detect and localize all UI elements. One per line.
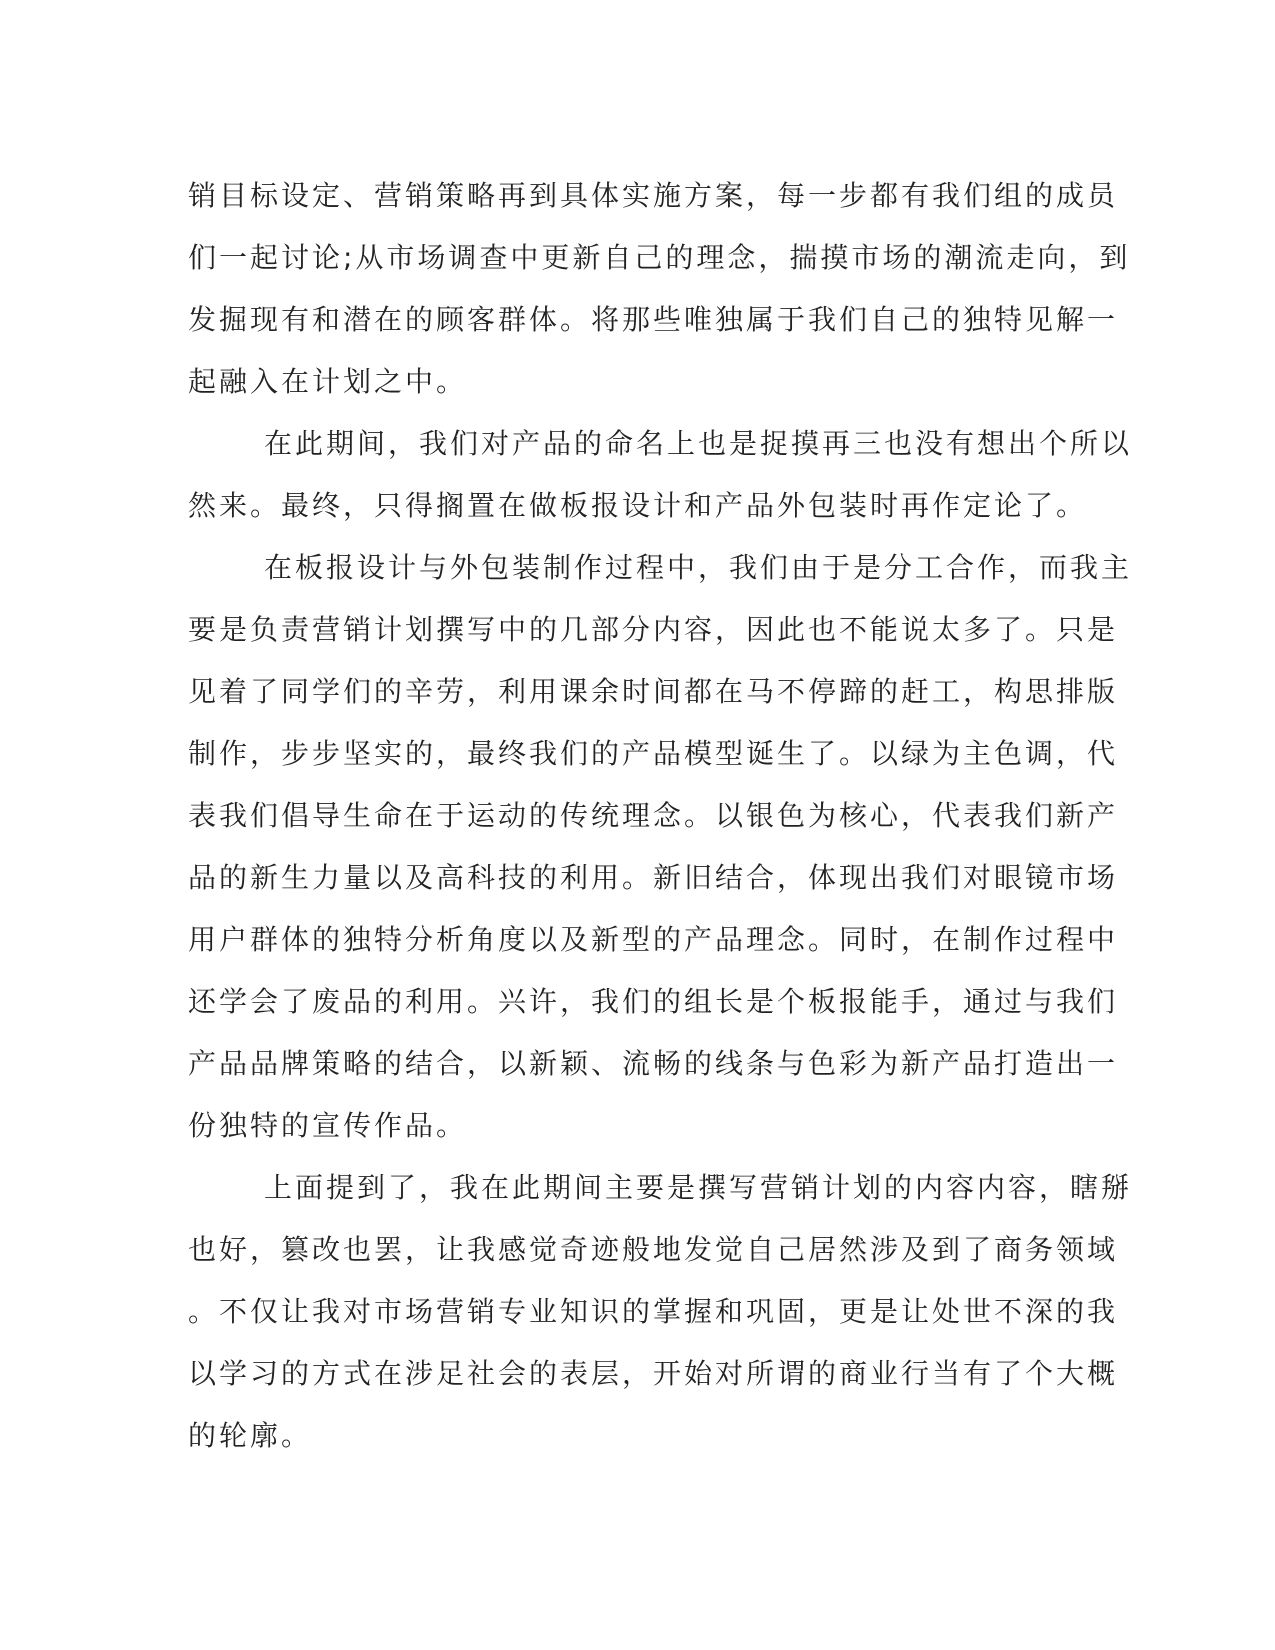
text-line: 还学会了废品的利用。兴许，我们的组长是个板报能手，通过与我们 [188, 985, 1119, 1018]
text-line: 品的新生力量以及高科技的利用。新旧结合，体现出我们对眼镜市场 [188, 861, 1119, 894]
text-line: 也好，篡改也罢，让我感觉奇迹般地发觉自己居然涉及到了商务领域 [188, 1233, 1119, 1266]
text-line: 表我们倡导生命在于运动的传统理念。以银色为核心，代表我们新产 [188, 799, 1119, 832]
text-line: 然来。最终，只得搁置在做板报设计和产品外包装时再作定论了。 [188, 489, 1088, 522]
text-line: 。不仅让我对市场营销专业知识的掌握和巩固，更是让处世不深的我 [188, 1295, 1119, 1328]
text-line: 们一起讨论;从市场调查中更新自己的理念，揣摸市场的潮流走向，到 [188, 241, 1131, 274]
text-line: 见着了同学们的辛劳，利用课余时间都在马不停蹄的赶工，构思排版 [188, 675, 1119, 708]
paragraph-first-line: 在此期间，我们对产品的命名上也是捉摸再三也没有想出个所以 [264, 427, 1133, 460]
text-line: 份独特的宣传作品。 [188, 1109, 468, 1142]
text-line: 的轮廓。 [188, 1419, 313, 1452]
text-line: 发掘现有和潜在的顾客群体。将那些唯独属于我们自己的独特见解一 [188, 303, 1119, 336]
paragraph-first-line: 上面提到了，我在此期间主要是撰写营销计划的内容内容，瞎掰 [264, 1171, 1133, 1204]
body-text [188, 165, 1133, 1467]
text-line: 要是负责营销计划撰写中的几部分内容，因此也不能说太多了。只是 [188, 613, 1119, 646]
text-line: 制作，步步坚实的，最终我们的产品模型诞生了。以绿为主色调，代 [188, 737, 1119, 770]
text-line: 起融入在计划之中。 [188, 365, 468, 398]
text-line: 以学习的方式在涉足社会的表层，开始对所谓的商业行当有了个大概 [188, 1357, 1119, 1390]
text-line: 用户群体的独特分析角度以及新型的产品理念。同时，在制作过程中 [188, 923, 1119, 956]
text-line: 产品品牌策略的结合，以新颖、流畅的线条与色彩为新产品打造出一 [188, 1047, 1119, 1080]
text-line: 销目标设定、营销策略再到具体实施方案，每一步都有我们组的成员 [188, 179, 1119, 212]
paragraph-first-line: 在板报设计与外包装制作过程中，我们由于是分工合作，而我主 [264, 551, 1133, 584]
